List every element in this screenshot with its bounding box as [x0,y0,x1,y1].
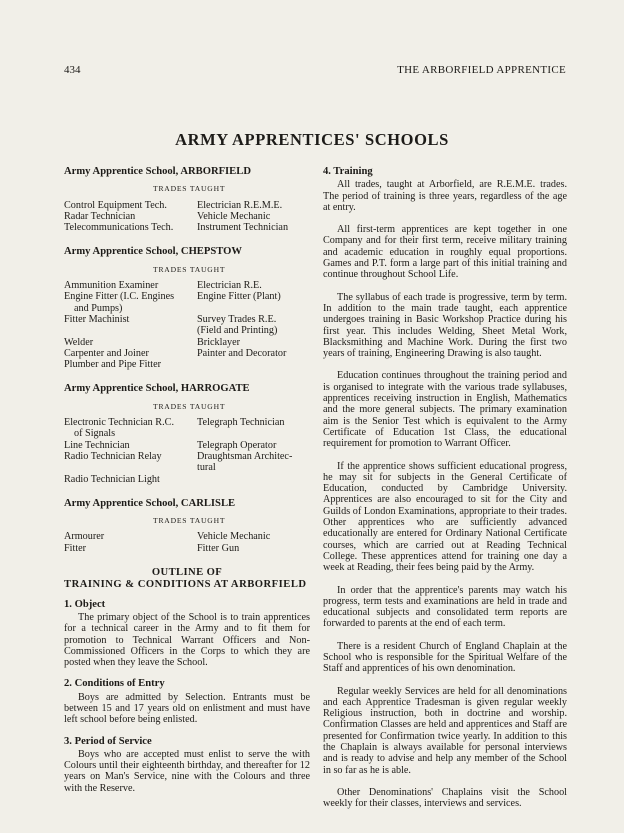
running-title: THE ARBORFIELD APPRENTICE [397,64,566,76]
trade-item: Radar Technician [64,210,136,222]
school-block [64,166,310,233]
trades-taught-label: TRADES TAUGHT [153,516,226,526]
training-paragraph: In order that the apprentice's parents may watch his progress, term tests and examinations are held in trade and educational subjects and consolidated term reports are forwarded to parents at the end of each term. [323,584,567,630]
outline-subheading: TRAINING & CONDITIONS AT ARBORFIELD [64,579,307,591]
trade-item: Survey Trades R.E. [197,313,277,325]
left-column [64,166,310,804]
school-heading: Army Apprentice School, CHEPSTOW [64,246,242,258]
trade-item: Telecommunications Tech. [64,222,174,234]
trade-item: Carpenter and Joiner [64,347,149,359]
trade-item: Line Technician [64,439,130,451]
trade-item: Instrument Technician [197,222,289,234]
trade-item: tural [197,462,216,474]
trade-item: Fitter Machinist [64,313,130,325]
trade-item: and Pumps) [74,302,123,314]
training-paragraph: All first-term apprentices are kept together in one Company and for their first term, receive military training and academic education in roughly equal proportions. Games and P.T. form a large part of this initial training and continue throughout School Life. [323,224,567,281]
page-title: ARMY APPRENTICES' SCHOOLS [175,130,449,149]
section-period-of-service [64,736,310,794]
trade-item: Painter and Decorator [197,347,287,359]
trade-item: Radio Technician Relay [64,450,162,462]
training-paragraph: The syllabus of each trade is progressive, term by term. In addition to the main trade taught, each apprentice undergoes training in Basic Workshop Practice during his first year. This includes Welding, Sheet Metal Work, Blacksmithing and Machine Work. During the first two years of training, Engineering Drawing is also taught. [323,291,567,360]
section-text: The primary object of the School is to train apprentices for a technical career in the Army and to fit them for promotion to Technical Warrant Officers and Non-Commissioned Officers in the Corps to which they are posted when they leave the School. [64,611,310,669]
trade-item [64,462,197,473]
training-paragraphs [323,179,567,809]
training-paragraph: All trades, taught at Arborfield, are R.E.M.E. trades. The period of training is three years, regardless of the age at entry. [323,179,567,213]
school-heading: Army Apprentice School, CARLISLE [64,497,236,509]
section-heading: 2. Conditions of Entry [64,678,165,690]
trades-list [64,417,310,485]
outline-heading: OUTLINE OF [151,567,223,579]
trade-item: Vehicle Mechanic [197,210,271,222]
section-text: Boys who are accepted must enlist to serve the with Colours until their eighteenth birthday, and thereafter for 12 years on Man's Service, nine with the Colours and three with the Reserve. [64,748,310,794]
training-paragraph: If the apprentice shows sufficient educational progress, he may sit for subjects in the General Certificate of Education, conducted by Cambridge University. Apprentices are also encouraged to sit for the City and Guilds of London Examinations, appropriate to their trades. Other apprentices who are sufficiently advanced educationally are entered for Ordinary National Certificate courses, which are carried out at Reading Technical College. These apprentices attend for training one day a week at Reading, their fees being paid by the Army. [323,460,567,574]
trade-item: (Field and Printing) [197,325,278,337]
training-paragraph: Regular weekly Services are held for all denominations and each Apprentice Tradesman is given regular weekly Religious instruction, both in doctrine and worship. Confirmation Classes are held and apprentices and Staff are presented for Confirmation twice yearly. In addition to this the Chaplain is always available for personal interviews and is ready to advise and help any member of the School in so far as he is able. [323,685,567,776]
trade-item: of Signals [74,428,116,440]
trades-list [64,200,310,234]
trade-item: Fitter [64,542,87,554]
trade-item: Electronic Technician R.C. [64,417,174,429]
trade-item: Electrician R.E.M.E. [197,199,283,211]
training-heading: 4. Training [323,166,373,177]
section-conditions-of-entry [64,678,310,725]
trade-item: Telegraph Operator [197,439,277,451]
school-heading: Army Apprentice School, ARBORFIELD [64,166,251,177]
trade-item: Draughtsman Architec- [197,450,293,462]
trades-taught-label: TRADES TAUGHT [153,184,226,194]
training-paragraph: Other Denominations' Chaplains visit the School weekly for their classes, interviews and services. [323,786,567,810]
school-block [64,498,310,554]
trade-item: Engine Fitter (I.C. Engines [64,291,175,303]
trade-item: Plumber and Pipe Fitter [64,359,162,371]
trade-item: Armourer [64,531,105,543]
section-object [64,599,310,669]
trade-item [197,428,310,439]
trades-taught-label: TRADES TAUGHT [153,264,226,274]
trades-list [64,280,310,370]
trade-item [197,359,310,370]
trade-item: Bricklayer [197,336,240,348]
trade-item: Engine Fitter (Plant) [197,291,281,303]
schools-list [64,166,310,554]
trade-item: Vehicle Mechanic [197,531,271,543]
section-heading: 1. Object [64,598,106,610]
trades-taught-label: TRADES TAUGHT [153,401,226,411]
page-number: 434 [64,64,81,76]
trade-item [197,474,310,485]
training-paragraph: There is a resident Church of England Chaplain at the School who is responsible for the Spiritual Welfare of the Staff and apprentices of his own denomination. [323,640,567,675]
trades-list [64,531,310,554]
trade-item: Fitter Gun [197,542,240,554]
school-block [64,246,310,370]
right-column [323,166,567,821]
school-block [64,383,310,484]
trade-item: Electrician R.E. [197,280,262,292]
trade-item: Ammunition Examiner [64,280,159,292]
trade-item: Telegraph Technician [197,417,285,429]
trade-item: Control Equipment Tech. [64,199,167,211]
trade-item [197,303,310,314]
trade-item: Radio Technician Light [64,473,160,485]
section-heading: 3. Period of Service [64,735,152,747]
section-text: Boys are admitted by Selection. Entrants must be between 15 and 17 years old on enlistment and must have left school before being enlisted. [64,691,310,726]
school-heading: Army Apprentice School, HARROGATE [64,383,250,395]
trade-item: Welder [64,336,94,348]
trade-item [64,325,197,336]
training-paragraph: Education continues throughout the training period and is organised to integrate with the various trade syllabuses, apprentices receiving instruction in English, Mathematics and the more general subjects. The primary examination aim is the Senior Test which is equivalent to the Army Certificate of Education 1st Class, the educational requirement for promotion to Warrant Officer. [323,370,567,450]
